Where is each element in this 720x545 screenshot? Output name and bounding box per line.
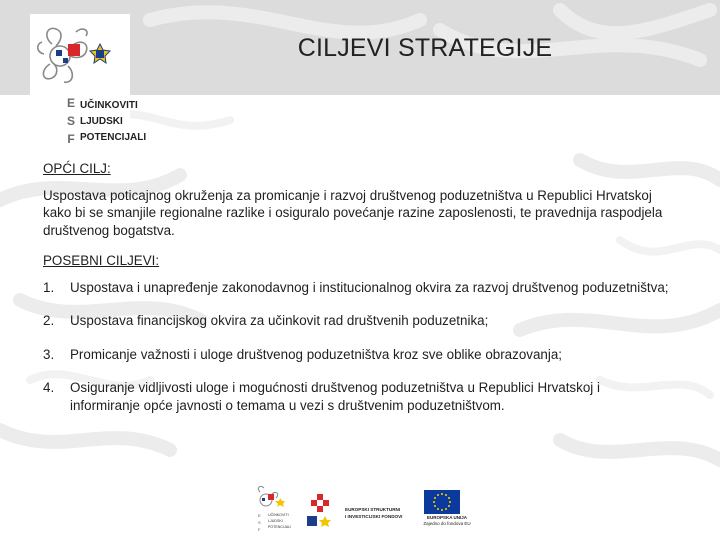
svg-text:F: F xyxy=(258,527,261,532)
esf-logo xyxy=(30,14,147,146)
goal-number: 2. xyxy=(43,313,55,328)
esf-small-line: POTENCIJALI xyxy=(268,525,292,529)
croatia-checker-icon xyxy=(305,494,339,530)
esf-small-logo xyxy=(252,484,292,540)
eu-caption-line: Zajedno do fondova EU xyxy=(423,521,471,526)
general-goal-text: Uspostava poticajnog okruženja za promicanje i razvoj društvenog poduzetništva u Republici Hrvatskoj kako bi se smanjile regionalne razlike i osiguralo povećanje razine zaposlenosti, te pravednija raspodjela društvenog bogatstva. xyxy=(43,187,663,238)
eu-caption-line: EUROPSKA UNIJA xyxy=(426,515,468,520)
goal-item xyxy=(43,279,673,297)
esf-emblem-icon xyxy=(30,14,130,94)
esf-small-line: UČINKOVITI xyxy=(268,513,289,517)
goal-text: Osiguranje vidljivosti uloge i mogućnosti društvenog poduzetništva u Republici Hrvatskoj i informiranje opće javnosti o temama u vezi s društvenim poduzetništvom. xyxy=(70,380,600,413)
slide-title: CILJEVI STRATEGIJE xyxy=(297,34,553,62)
goal-item xyxy=(43,312,673,330)
goal-text: Uspostava i unapređenje zakonodavnog i institucionalnog okvira za razvoj društvenog poduzetništva; xyxy=(70,279,669,295)
esf-slogan-line: UČINKOVITI xyxy=(80,100,138,111)
goal-number: 3. xyxy=(43,346,55,362)
eu-funds-line: I INVESTICIJSKI FONDOVI xyxy=(345,514,403,519)
esf-letters xyxy=(64,94,78,148)
esf-letter: E xyxy=(66,96,75,110)
eu-funds-line: EUROPSKI STRUKTURNI xyxy=(345,507,401,512)
svg-text:S: S xyxy=(258,520,261,525)
esf-small-line: LJUDSKI xyxy=(268,519,283,523)
esf-letter: F xyxy=(67,132,75,146)
specific-goals-list xyxy=(43,279,673,415)
footer-logos xyxy=(0,484,720,540)
goal-text: Uspostava financijskog okvira za učinkovit rad društvenih poduzetnika; xyxy=(70,313,489,328)
goal-text: Promicanje važnosti i uloge društvenog poduzetništva kroz sve oblike obrazovanja; xyxy=(70,346,563,362)
specific-goals-heading: POSEBNI CILJEVI: xyxy=(43,253,160,268)
esf-slogan-line: POTENCIJALI xyxy=(80,132,147,143)
eu-flag-caption xyxy=(412,515,482,527)
slide-content xyxy=(43,160,673,430)
general-goal-heading: OPĆI CILJ: xyxy=(43,161,111,176)
goal-number: 1. xyxy=(43,279,55,295)
esf-slogan-line: LJUDSKI xyxy=(80,116,123,127)
esf-letter: S xyxy=(66,114,75,128)
eu-structural-funds-logo xyxy=(305,494,405,534)
eu-flag-icon xyxy=(424,490,460,514)
svg-text:E: E xyxy=(258,513,261,518)
goal-number: 4. xyxy=(43,380,55,395)
esf-slogan xyxy=(80,98,190,146)
goal-item xyxy=(43,379,673,414)
goal-item xyxy=(43,346,673,364)
